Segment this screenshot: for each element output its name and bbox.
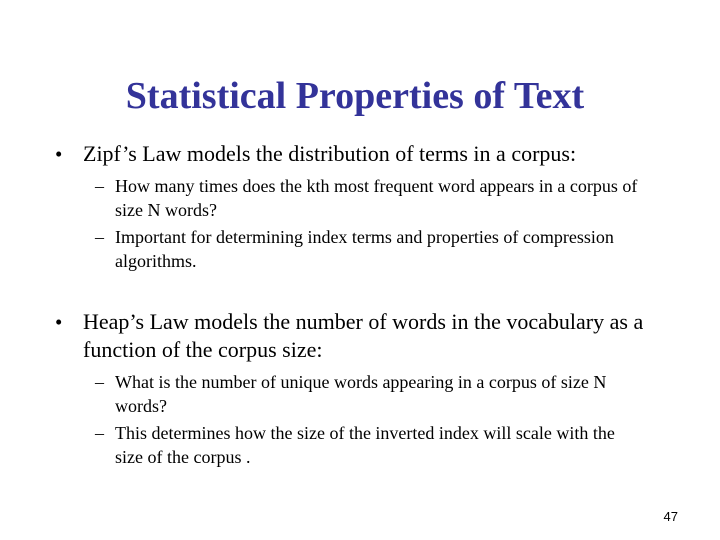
sub-bullet-text: How many times does the kth most frequent word appears in a corpus of size N words?: [115, 176, 638, 220]
sub-bullet-item: [95, 225, 685, 273]
sub-bullet-marker: –: [95, 227, 104, 247]
slide-title: Statistical Properties of Text: [125, 75, 585, 118]
bullet-marker: •: [55, 310, 63, 334]
sub-bullet-marker: –: [95, 176, 104, 196]
bullet-row: [55, 308, 685, 364]
page-number: 47: [663, 509, 678, 524]
sub-bullet-list: [95, 174, 685, 273]
sub-bullet-marker: –: [95, 372, 104, 392]
sub-bullet-item: [95, 370, 685, 418]
sub-bullet-item: [95, 174, 685, 222]
sub-bullet-text: This determines how the size of the inverted index will scale with the size of the corpus .: [115, 423, 615, 467]
bullet-text: Heap’s Law models the number of words in the vocabulary as a function of the corpus size:: [83, 309, 644, 362]
sub-bullet-item: [95, 421, 685, 469]
sub-bullet-text: Important for determining index terms and properties of compression algorithms.: [115, 227, 614, 271]
sub-bullet-list: [95, 370, 685, 469]
bullet-zipf-law: [55, 140, 685, 276]
bullet-row: [55, 140, 685, 168]
bullet-marker: •: [55, 142, 63, 166]
sub-bullet-text: What is the number of unique words appearing in a corpus of size N words?: [115, 372, 607, 416]
sub-bullet-marker: –: [95, 423, 104, 443]
bullet-text: Zipf’s Law models the distribution of terms in a corpus:: [83, 141, 577, 166]
bullet-heaps-law: [55, 308, 685, 472]
